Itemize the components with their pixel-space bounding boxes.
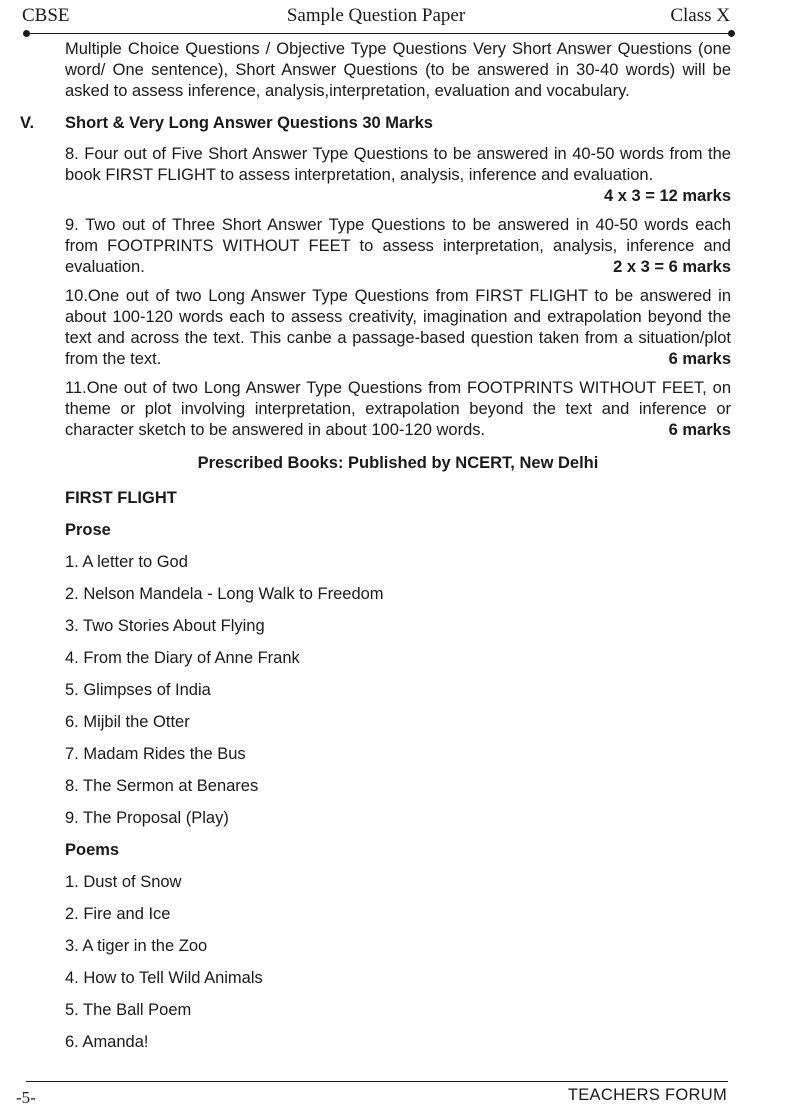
prose-list xyxy=(65,552,731,840)
list-item: 8. The Sermon at Benares xyxy=(65,777,259,795)
header-title: Sample Question Paper xyxy=(286,5,466,26)
header-rule-dot-right xyxy=(728,30,735,37)
poems-list xyxy=(65,872,731,1064)
question-9 xyxy=(65,215,731,278)
prescribed-books-heading: Prescribed Books: Published by NCERT, New Delhi xyxy=(197,454,599,472)
header-rule xyxy=(26,33,732,34)
list-item: 4. From the Diary of Anne Frank xyxy=(65,649,300,667)
question-marks: 6 marks xyxy=(668,350,731,368)
page-header xyxy=(22,5,730,29)
list-item: 9. The Proposal (Play) xyxy=(65,809,229,827)
list-item: 3. Two Stories About Flying xyxy=(65,617,265,635)
section-heading xyxy=(20,113,731,134)
header-rule-dot-left xyxy=(23,30,30,37)
list-item: 2. Nelson Mandela - Long Walk to Freedom xyxy=(65,585,384,603)
question-text: 9. Two out of Three Short Answer Type Questions to be answered in 40-50 words each from FOOTPRINTS WITHOUT FEET to assess interpretation, analysis, inference and evaluation. xyxy=(65,216,731,276)
list-item: 6. Amanda! xyxy=(65,1033,149,1051)
poems-heading: Poems xyxy=(65,841,120,859)
question-text: 10.One out of two Long Answer Type Questions from FIRST FLIGHT to be answered in about 100-120 words each to assess creativity, imagination and extrapolation beyond the text and across the text. This canbe a passage-based question taken from a situation/plot from the text. xyxy=(65,287,731,368)
list-item: 7. Madam Rides the Bus xyxy=(65,745,246,763)
list-item: 5. The Ball Poem xyxy=(65,1001,192,1019)
list-item: 5. Glimpses of India xyxy=(65,681,211,699)
section-number: V. xyxy=(20,114,35,132)
page-number: -5- xyxy=(16,1088,36,1107)
list-item: 1. Dust of Snow xyxy=(65,873,182,891)
question-marks: 4 x 3 = 12 marks xyxy=(603,187,731,205)
section-title: Short & Very Long Answer Questions 30 Marks xyxy=(65,114,433,132)
question-8 xyxy=(65,144,731,207)
list-item: 1. A letter to God xyxy=(65,553,188,571)
list-item: 6. Mijbil the Otter xyxy=(65,713,190,731)
list-item: 2. Fire and Ice xyxy=(65,905,171,923)
page-content xyxy=(20,39,731,1064)
question-text: 11.One out of two Long Answer Type Questions from FOOTPRINTS WITHOUT FEET, on theme or plot involving interpretation, extrapolation beyond the text and inference or character sketch to be answered in about 100-120 words. xyxy=(65,379,731,439)
question-marks: 6 marks xyxy=(668,421,731,439)
question-text: 8. Four out of Five Short Answer Type Questions to be answered in 40-50 words from the book FIRST FLIGHT to assess interpretation, analysis, inference and evaluation. xyxy=(65,145,731,184)
footer-rule xyxy=(26,1081,728,1082)
header-right: Class X xyxy=(670,5,730,26)
list-item: 3. A tiger in the Zoo xyxy=(65,937,208,955)
book-title: FIRST FLIGHT xyxy=(65,489,177,507)
intro-paragraph: Multiple Choice Questions / Objective Type Questions Very Short Answer Questions (one word/ One sentence), Short Answer Questions (to be answered in 30-40 words) will be asked to assess inference, analysis,interpretation, evaluation and vocabulary. xyxy=(65,40,731,100)
question-11 xyxy=(65,378,731,441)
question-10 xyxy=(65,286,731,370)
footer-label: TEACHERS FORUM xyxy=(567,1086,727,1104)
prose-heading: Prose xyxy=(65,521,111,539)
question-marks: 2 x 3 = 6 marks xyxy=(613,258,731,276)
list-item: 4. How to Tell Wild Animals xyxy=(65,969,263,987)
header-left: CBSE xyxy=(22,5,70,26)
